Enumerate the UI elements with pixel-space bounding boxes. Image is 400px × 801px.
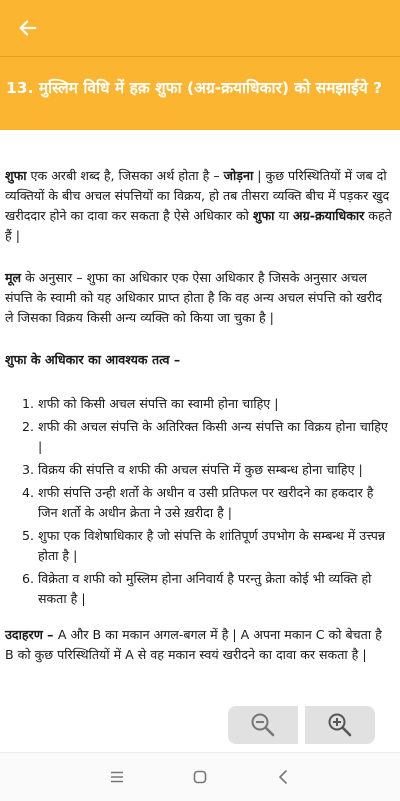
term-jodna: जोड़ना [223, 168, 254, 183]
article-content [0, 130, 400, 752]
recent-apps-icon [110, 771, 124, 783]
list-item: 3. विक्रय की संपत्ति व शफी की अचल संपत्ति में कुछ सम्बन्ध होना चाहिए | [38, 460, 392, 480]
app-bar [0, 0, 400, 56]
list-item: 5. शुफा एक विशेषाधिकार है जो संपत्ति के शांतिपूर्ण उपभोग के सम्बन्ध में उत्त्पन्न होता है | [38, 526, 392, 566]
example-text: A और B का मकान अगल-बगल में है | A अपना मकान C को बेचता है B को कुछ परिस्थितियों में A से वह मकान स्वयं खरीदने का दावा कर सकता है | [5, 627, 382, 662]
arrow-left-icon [17, 17, 39, 39]
term-shufa: शुफा [252, 208, 275, 223]
recent-apps-button[interactable] [102, 763, 132, 791]
term-agra-krayadhikar: अग्र-क्रयाधिकार [293, 208, 365, 223]
zoom-in-button[interactable] [305, 706, 375, 744]
paragraph-definition [5, 166, 392, 246]
text-segment: कहते हैं | [5, 208, 392, 243]
section-heading: शुफा के अधिकार का आवश्यक तत्व – [5, 352, 181, 367]
home-button[interactable] [185, 763, 215, 791]
home-icon [193, 770, 207, 784]
text-segment: | कुछ परिस्थितियों में जब दो व्यक्तियों के बीच अचल संपत्तियों का विक्रय, हो तब तीसरा व्यक्ति बीच में पड़कर खुद खरीददार होने का दावा कर सकता है ऐसे अधिकार को [5, 168, 390, 223]
zoom-in-icon [326, 711, 354, 739]
list-item: 4. शफी संपत्ति उन्ही शर्तो के अधीन व उसी प्रतिफल पर खरीदने का हकदार है जिन शर्तो के अधीन क्रेता ने उसे ख़रीदा है | [38, 483, 392, 523]
paragraph-example [5, 625, 392, 665]
list-item: 2. शफी की अचल संपत्ति के अतिरिक्त किसी अन्य संपत्ति का विक्रय होना चाहिए | [38, 417, 392, 457]
term-shufa: शुफा [5, 168, 27, 183]
nav-back-button[interactable] [268, 763, 298, 791]
example-label: उदाहरण – [5, 627, 58, 642]
back-icon [278, 770, 288, 784]
paragraph-mool [5, 268, 392, 328]
system-navigation-bar [0, 752, 400, 801]
back-button[interactable] [10, 10, 46, 46]
list-item: 6. विक्रेता व शफी को मुस्लिम होना अनिवार्य है परन्तु क्रेता कोई भी व्यक्ति हो सकता है | [38, 569, 392, 609]
list-item: 1. शफी को किसी अचल संपत्ति का स्वामी होना चाहिए | [38, 394, 392, 414]
text-segment: एक अरबी शब्द है, जिसका अर्थ होता है – [26, 168, 224, 183]
text-segment: या [274, 208, 294, 223]
zoom-out-button[interactable] [228, 706, 298, 744]
text-segment: के अनुसार – शुफा का अधिकार एक ऐसा अधिकार है जिसके अनुसार अचल संपत्ति के स्वामी को यह अधिकार प्राप्त होता है कि वह अन्य अचल संपत्ति को खरीद ले जिसका विक्रय किसी अन्य व्यक्ति को किया जा चुका है | [5, 270, 382, 325]
page-title: 13. मुस्लिम विधि में हक़ शुफा (अग्र-क्रयाधिकार) को समझाईये ? [0, 56, 400, 130]
term-mool: मूल [5, 270, 22, 285]
essentials-list [5, 394, 392, 609]
zoom-out-icon [249, 711, 277, 739]
